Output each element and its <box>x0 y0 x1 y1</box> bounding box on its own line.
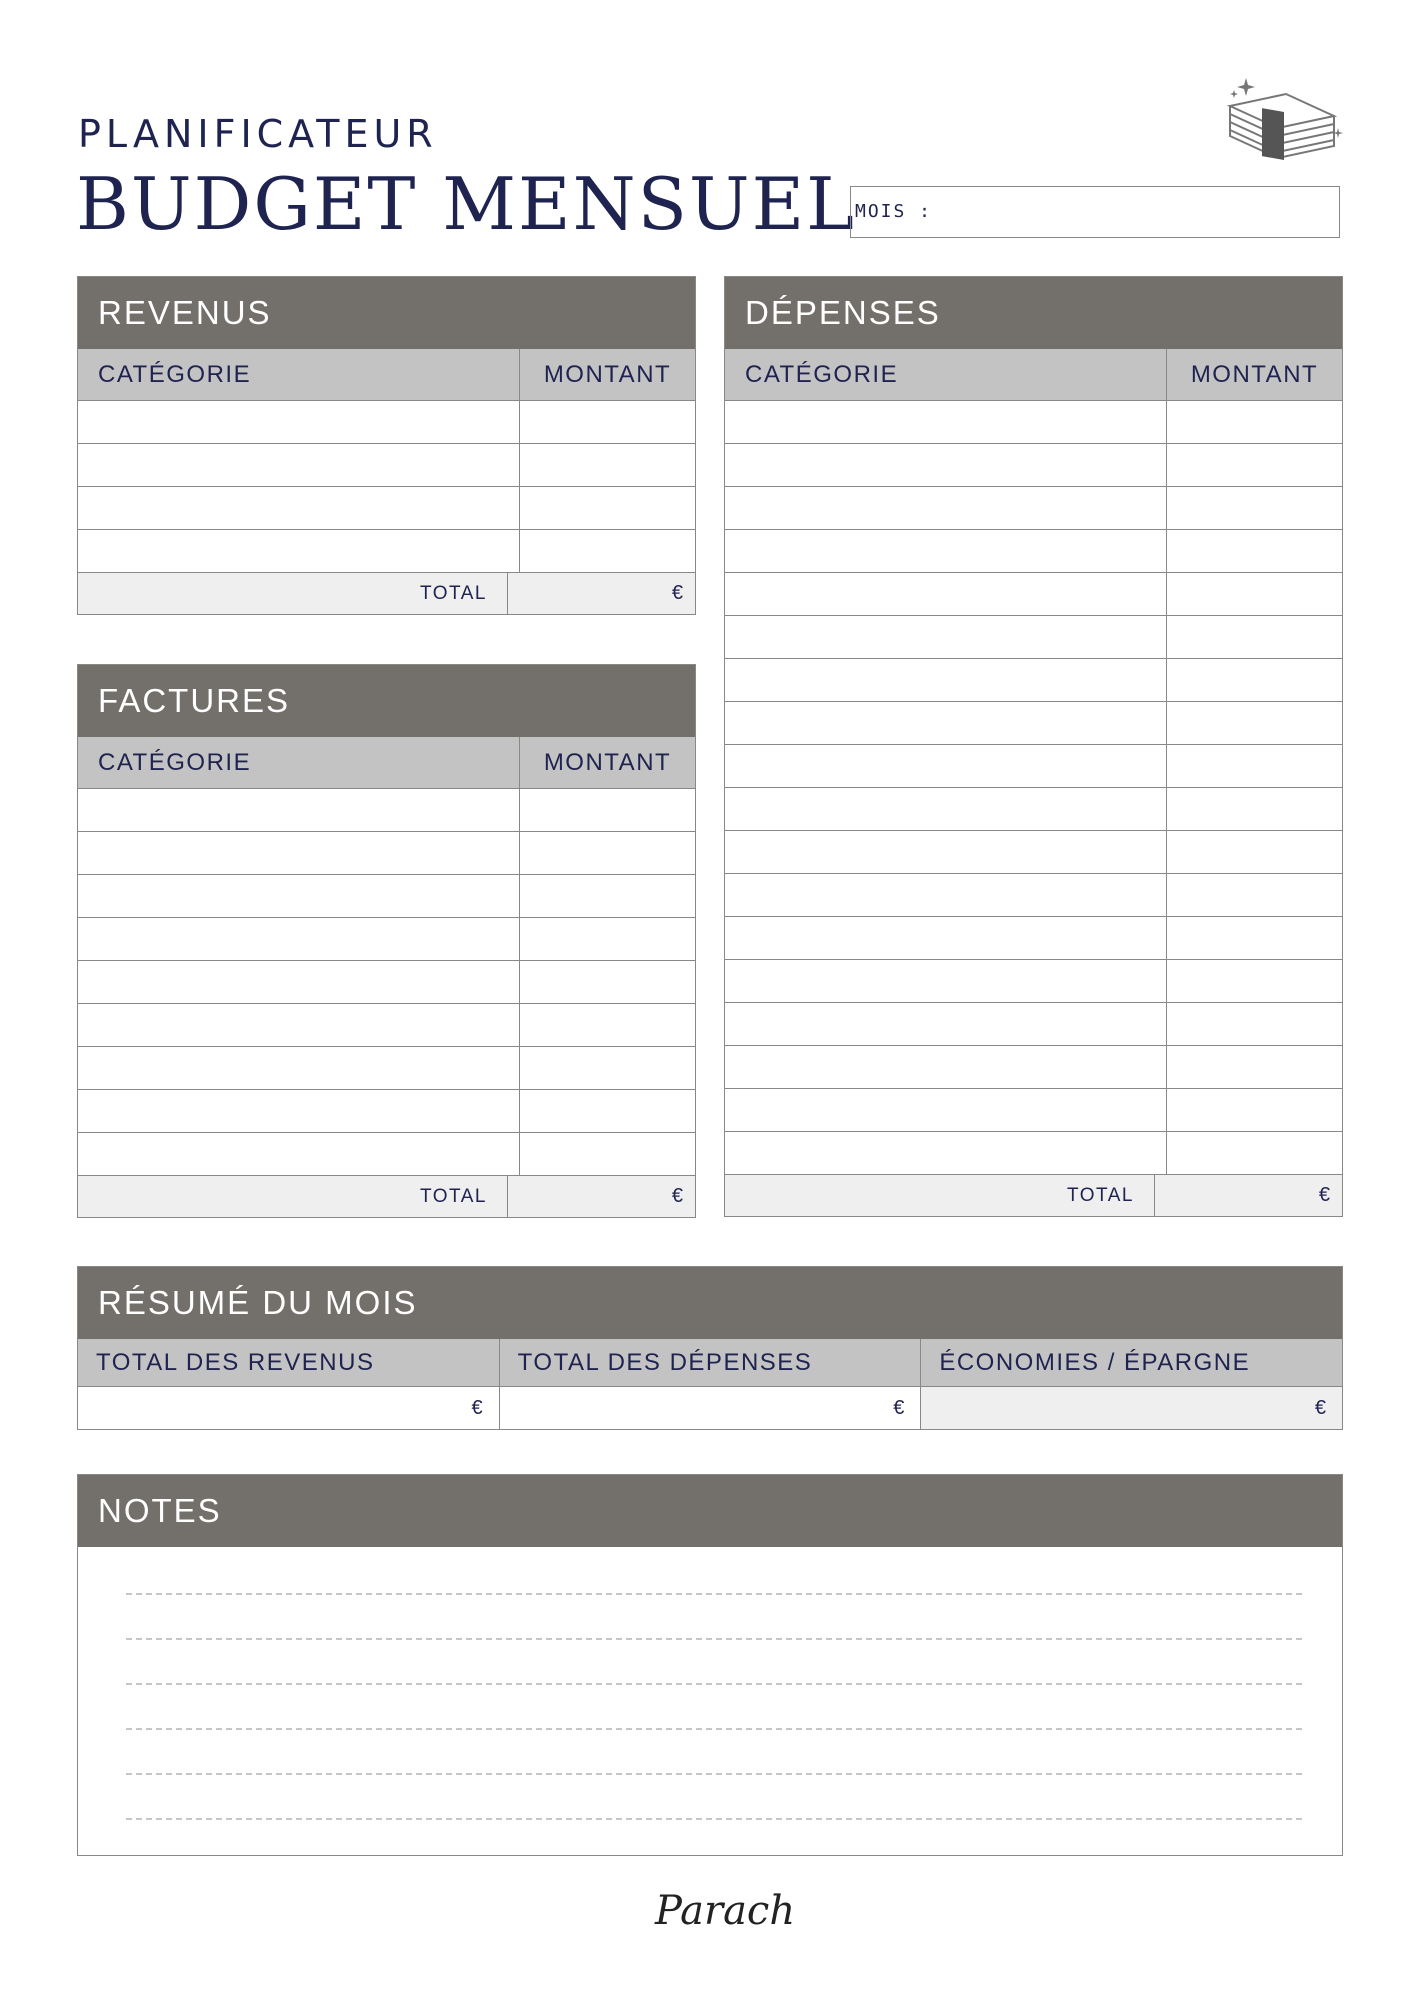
category-cell[interactable] <box>78 530 520 572</box>
table-row <box>725 1089 1342 1132</box>
category-header: CATÉGORIE <box>78 349 520 400</box>
total-value[interactable]: € <box>671 1185 683 1207</box>
revenus-section <box>77 276 696 615</box>
category-cell[interactable] <box>78 832 520 874</box>
amount-cell[interactable] <box>1167 874 1342 916</box>
category-cell[interactable] <box>78 487 520 529</box>
revenus-column-header <box>78 349 695 401</box>
revenus-rows <box>78 401 695 573</box>
category-cell[interactable] <box>78 1047 520 1089</box>
total-value[interactable]: € <box>1318 1184 1330 1206</box>
money-stack-icon <box>1216 76 1346 166</box>
category-cell[interactable] <box>725 1089 1167 1131</box>
amount-cell[interactable] <box>520 401 695 443</box>
amount-cell[interactable] <box>1167 831 1342 873</box>
table-row <box>78 1133 695 1176</box>
table-row <box>725 444 1342 487</box>
revenus-title: REVENUS <box>78 277 695 349</box>
brand-signature: Parach <box>655 1888 796 1934</box>
resume-values-row <box>78 1387 1342 1429</box>
table-row <box>78 1090 695 1133</box>
amount-cell[interactable] <box>1167 487 1342 529</box>
amount-cell[interactable] <box>1167 616 1342 658</box>
factures-column-header <box>78 737 695 789</box>
table-row <box>725 1046 1342 1089</box>
depenses-title: DÉPENSES <box>725 277 1342 349</box>
category-cell[interactable] <box>725 573 1167 615</box>
category-cell[interactable] <box>78 1004 520 1046</box>
amount-cell[interactable] <box>520 444 695 486</box>
total-value[interactable]: € <box>671 582 683 604</box>
table-row <box>725 917 1342 960</box>
amount-cell[interactable] <box>1167 1046 1342 1088</box>
factures-rows <box>78 789 695 1176</box>
revenus-total-row <box>78 573 695 614</box>
table-row <box>78 961 695 1004</box>
amount-cell[interactable] <box>1167 1132 1342 1174</box>
category-cell[interactable] <box>725 401 1167 443</box>
table-row <box>725 960 1342 1003</box>
amount-header: MONTANT <box>1190 360 1319 388</box>
total-label: TOTAL <box>78 1176 508 1217</box>
category-cell[interactable] <box>725 487 1167 529</box>
category-cell[interactable] <box>725 745 1167 787</box>
notes-line <box>126 1638 1302 1640</box>
table-row <box>725 487 1342 530</box>
table-row <box>725 788 1342 831</box>
table-row <box>78 401 695 444</box>
page-subtitle: PLANIFICATEUR <box>78 112 438 156</box>
month-field[interactable] <box>850 186 1340 238</box>
notes-line <box>126 1593 1302 1595</box>
amount-cell[interactable] <box>1167 444 1342 486</box>
category-cell[interactable] <box>725 1003 1167 1045</box>
table-row <box>78 1004 695 1047</box>
depenses-total-row <box>725 1175 1342 1216</box>
amount-cell[interactable] <box>520 487 695 529</box>
category-cell[interactable] <box>725 702 1167 744</box>
depenses-rows <box>725 401 1342 1175</box>
amount-cell[interactable] <box>1167 745 1342 787</box>
table-row <box>78 875 695 918</box>
table-row <box>725 874 1342 917</box>
amount-cell[interactable] <box>520 961 695 1003</box>
amount-header: MONTANT <box>543 748 672 776</box>
table-row <box>78 918 695 961</box>
total-depenses-header: TOTAL DES DÉPENSES <box>500 1339 922 1386</box>
table-row <box>725 702 1342 745</box>
category-cell[interactable] <box>725 960 1167 1002</box>
notes-title: NOTES <box>78 1475 1342 1547</box>
factures-section <box>77 664 696 1218</box>
table-row <box>78 789 695 832</box>
table-row <box>78 1047 695 1090</box>
factures-title: FACTURES <box>78 665 695 737</box>
amount-cell[interactable] <box>1167 573 1342 615</box>
table-row <box>725 530 1342 573</box>
amount-cell[interactable] <box>1167 659 1342 701</box>
amount-header: MONTANT <box>543 360 672 388</box>
category-header: CATÉGORIE <box>725 349 1167 400</box>
month-label: MOIS : <box>855 201 933 222</box>
table-row <box>725 1003 1342 1046</box>
category-cell[interactable] <box>725 788 1167 830</box>
amount-cell[interactable] <box>1167 1003 1342 1045</box>
notes-line <box>126 1773 1302 1775</box>
resume-column-header <box>78 1339 1342 1387</box>
total-depenses-value[interactable]: € <box>500 1387 922 1429</box>
table-row <box>725 745 1342 788</box>
total-revenus-header: TOTAL DES REVENUS <box>78 1339 500 1386</box>
notes-area[interactable] <box>78 1547 1342 1855</box>
depenses-section <box>724 276 1343 1217</box>
amount-cell[interactable] <box>520 1047 695 1089</box>
category-cell[interactable] <box>78 1133 520 1175</box>
category-cell[interactable] <box>725 874 1167 916</box>
amount-cell[interactable] <box>1167 960 1342 1002</box>
amount-cell[interactable] <box>520 1133 695 1175</box>
amount-cell[interactable] <box>1167 530 1342 572</box>
notes-line <box>126 1818 1302 1820</box>
table-row <box>725 1132 1342 1175</box>
category-header: CATÉGORIE <box>78 737 520 788</box>
amount-cell[interactable] <box>1167 788 1342 830</box>
category-cell[interactable] <box>725 917 1167 959</box>
amount-cell[interactable] <box>1167 1089 1342 1131</box>
depenses-column-header <box>725 349 1342 401</box>
table-row <box>725 401 1342 444</box>
total-revenus-value[interactable]: € <box>78 1387 500 1429</box>
table-row <box>725 831 1342 874</box>
notes-line <box>126 1728 1302 1730</box>
amount-cell[interactable] <box>1167 702 1342 744</box>
category-cell[interactable] <box>725 1132 1167 1174</box>
amount-cell[interactable] <box>520 875 695 917</box>
amount-cell[interactable] <box>520 1090 695 1132</box>
category-cell[interactable] <box>725 1046 1167 1088</box>
table-row <box>78 444 695 487</box>
amount-cell[interactable] <box>520 530 695 572</box>
amount-cell[interactable] <box>520 832 695 874</box>
category-cell[interactable] <box>725 659 1167 701</box>
table-row <box>78 832 695 875</box>
page-title: BUDGET MENSUEL <box>76 162 856 246</box>
category-cell[interactable] <box>725 530 1167 572</box>
category-cell[interactable] <box>78 789 520 831</box>
amount-cell[interactable] <box>520 918 695 960</box>
amount-cell[interactable] <box>1167 917 1342 959</box>
category-cell[interactable] <box>78 875 520 917</box>
notes-line <box>126 1683 1302 1685</box>
table-row <box>725 659 1342 702</box>
factures-total-row <box>78 1176 695 1217</box>
category-cell[interactable] <box>78 1090 520 1132</box>
amount-cell[interactable] <box>520 789 695 831</box>
category-cell[interactable] <box>78 444 520 486</box>
amount-cell[interactable] <box>520 1004 695 1046</box>
category-cell[interactable] <box>78 961 520 1003</box>
table-row <box>78 530 695 573</box>
total-label: TOTAL <box>78 573 508 614</box>
resume-section <box>77 1266 1343 1430</box>
economies-header: ÉCONOMIES / ÉPARGNE <box>939 1348 1251 1376</box>
resume-title: RÉSUMÉ DU MOIS <box>78 1267 1342 1339</box>
table-row <box>78 487 695 530</box>
economies-value[interactable]: € <box>921 1387 1342 1429</box>
category-cell[interactable] <box>725 616 1167 658</box>
table-row <box>725 616 1342 659</box>
category-cell[interactable] <box>725 831 1167 873</box>
notes-section <box>77 1474 1343 1856</box>
amount-cell[interactable] <box>1167 401 1342 443</box>
category-cell[interactable] <box>78 401 520 443</box>
category-cell[interactable] <box>78 918 520 960</box>
total-label: TOTAL <box>725 1175 1155 1216</box>
table-row <box>725 573 1342 616</box>
category-cell[interactable] <box>725 444 1167 486</box>
